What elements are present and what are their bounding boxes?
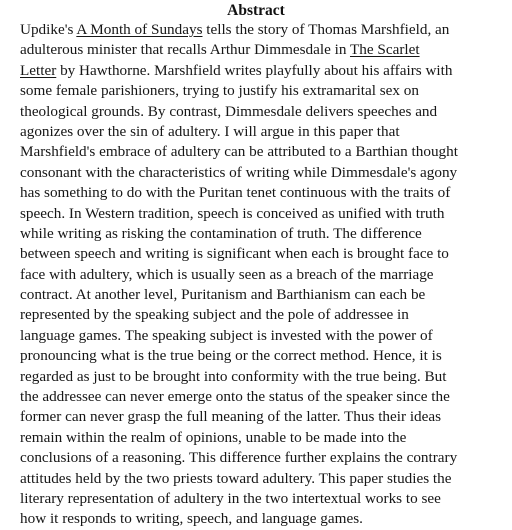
abstract-title: Abstract — [227, 2, 285, 19]
abstract-line: theological grounds. By contrast, Dimmesdale delivers speeches and — [20, 102, 438, 120]
abstract-line — [20, 61, 512, 81]
text-segment: tells the story of Thomas Marshfield, an — [202, 21, 450, 38]
abstract-line — [20, 20, 512, 40]
text-segment: adulterous minister that recalls Arthur Dimmesdale in — [20, 41, 350, 59]
book-title-scarlet-letter-part1: The Scarlet — [349, 41, 420, 59]
abstract-line: face with adultery, which is usually seen as a breach of the marriage — [20, 265, 434, 283]
abstract-line: regarded as just to be brought into conformity with the true being. But — [20, 367, 447, 385]
abstract-line: speech. In Western tradition, speech is conceived as unified with truth — [20, 204, 445, 222]
abstract-line: attitudes held by the two priests toward adultery. This paper studies the — [20, 469, 452, 487]
abstract-line: represented by the speaking subject and the pole of addressee in — [20, 306, 409, 324]
abstract-line: language games. The speaking subject is invested with the power of — [20, 326, 433, 344]
abstract-line: how it responds to writing, speech, and language games. — [20, 510, 363, 528]
abstract-body — [20, 20, 512, 530]
abstract-line: while writing as risking the contamination of truth. The difference — [20, 224, 422, 242]
abstract-line: contract. At another level, Puritanism and Barthianism can each be — [20, 286, 426, 304]
abstract-line: former can never grasp the full meaning of the latter. Thus their ideas — [20, 408, 442, 426]
abstract-line: the addressee can never emerge onto the status of the speaker since the — [20, 388, 450, 406]
abstract-line: has something to do with the Puritan tenet continuous with the traits of — [20, 184, 451, 202]
text-segment: by Hawthorne. Marshfield writes playfully about his affairs with — [56, 61, 453, 79]
abstract-line: remain within the realm of opinions, unable to be made into the — [20, 428, 407, 446]
book-title-scarlet-letter-part2: Letter — [20, 61, 57, 79]
abstract-line: pronouncing what is the true being or the correct method. Hence, it is — [20, 347, 442, 365]
abstract-line: between speech and writing is significant when each is brought face to — [20, 245, 449, 263]
text-segment: Updike's — [20, 21, 77, 38]
abstract-line: conclusions of a reasoning. This difference further explains the contrary — [20, 449, 458, 467]
abstract-line: literary representation of adultery in the two intertextual works to see — [20, 489, 441, 507]
abstract-line: some female parishioners, trying to justify his extramarital sex on — [20, 82, 419, 100]
abstract-line: consonant with the characteristics of writing while Dimmesdale's agony — [20, 163, 458, 181]
abstract-line: Marshfield's embrace of adultery can be attributed to a Barthian thought — [20, 143, 458, 161]
abstract-line — [20, 40, 512, 60]
abstract-line: agonizes over the sin of adultery. I will argue in this paper that — [20, 122, 400, 140]
book-title-month-of-sundays: A Month of Sundays — [76, 21, 203, 38]
